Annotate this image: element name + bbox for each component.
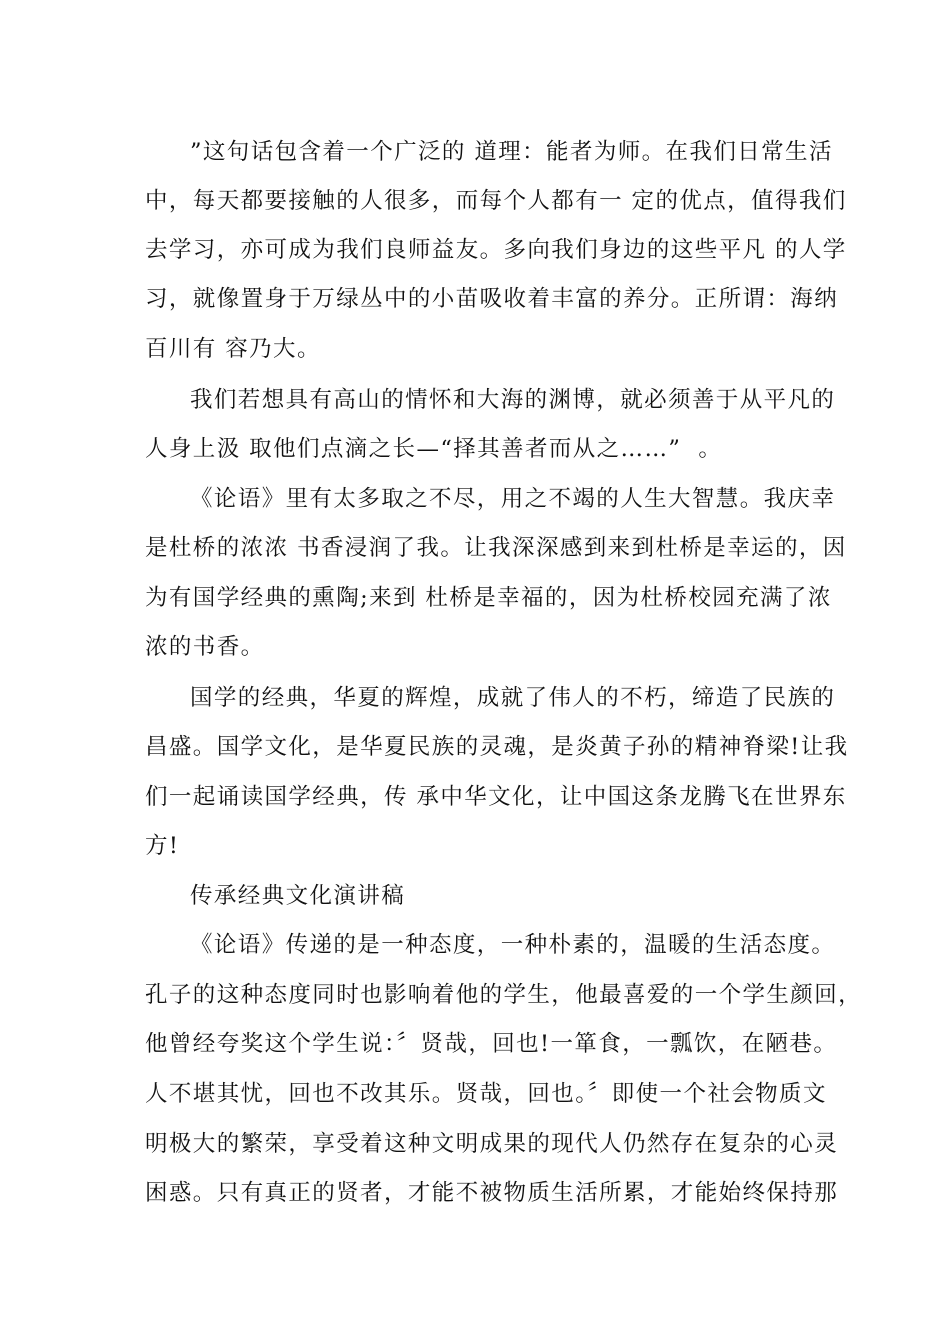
paragraph-3-line-3: 为有国学经典的熏陶;来到 杜桥是幸福的，因为杜桥校园充满了浓	[145, 585, 832, 611]
paragraph-5-line-2: 孔子的这种态度同时也影响着他的学生，他最喜爱的一个学生颜回，	[145, 982, 863, 1008]
paragraph-5-line-6: 困惑。只有真正的贤者，才能不被物质生活所累，才能始终保持那	[145, 1180, 839, 1206]
paragraph-1-line-1: ”这句话包含着一个广泛的 道理：能者为师。在我们日常生活	[190, 139, 833, 165]
paragraph-3-line-4: 浓的书香。	[145, 634, 265, 660]
paragraph-5-line-5: 明极大的繁荣，享受着这种文明成果的现代人仍然存在复杂的心灵	[145, 1131, 839, 1157]
paragraph-4-line-1: 国学的经典，华夏的辉煌，成就了伟人的不朽，缔造了民族的	[190, 685, 836, 711]
paragraph-2-line-1: 我们若想具有高山的情怀和大海的渊博，就必须善于从平凡的	[190, 387, 836, 413]
paragraph-4-line-3: 们一起诵读国学经典，传 承中华文化，让中国这条龙腾飞在世界东	[145, 784, 847, 810]
paragraph-2-line-2: 人身上汲 取他们点滴之长—“择其善者而从之……” 。	[145, 436, 723, 462]
paragraph-1-line-4: 习，就像置身于万绿丛中的小苗吸收着丰富的养分。正所谓：海纳	[145, 286, 839, 312]
paragraph-5-line-4: 人不堪其忧，回也不改其乐。贤哉，回也。〞即使一个社会物质文	[145, 1081, 827, 1107]
paragraph-5-line-1: 《论语》传递的是一种态度，一种朴素的，温暖的生活态度。	[190, 932, 836, 958]
paragraph-4-line-4: 方!	[145, 833, 180, 859]
paragraph-1-line-2: 中，每天都要接触的人很多，而每个人都有一 定的优点，值得我们	[145, 188, 847, 214]
section-title: 传承经典文化演讲稿	[190, 883, 406, 909]
paragraph-1-line-3: 去学习，亦可成为我们良师益友。多向我们身边的这些平凡 的人学	[145, 237, 847, 263]
paragraph-1-line-5: 百川有 容乃大。	[145, 336, 321, 362]
paragraph-5-line-3: 他曾经夸奖这个学生说：〞贤哉，回也!一箪食，一瓢饮，在陋巷。	[145, 1031, 838, 1057]
paragraph-3-line-2: 是杜桥的浓浓 书香浸润了我。让我深深感到来到杜桥是幸运的，因	[145, 535, 847, 561]
paragraph-3-line-1: 《论语》里有太多取之不尽，用之不竭的人生大智慧。我庆幸	[190, 486, 836, 512]
paragraph-4-line-2: 昌盛。国学文化，是华夏民族的灵魂，是炎黄子孙的精神脊梁!让我	[145, 734, 849, 760]
